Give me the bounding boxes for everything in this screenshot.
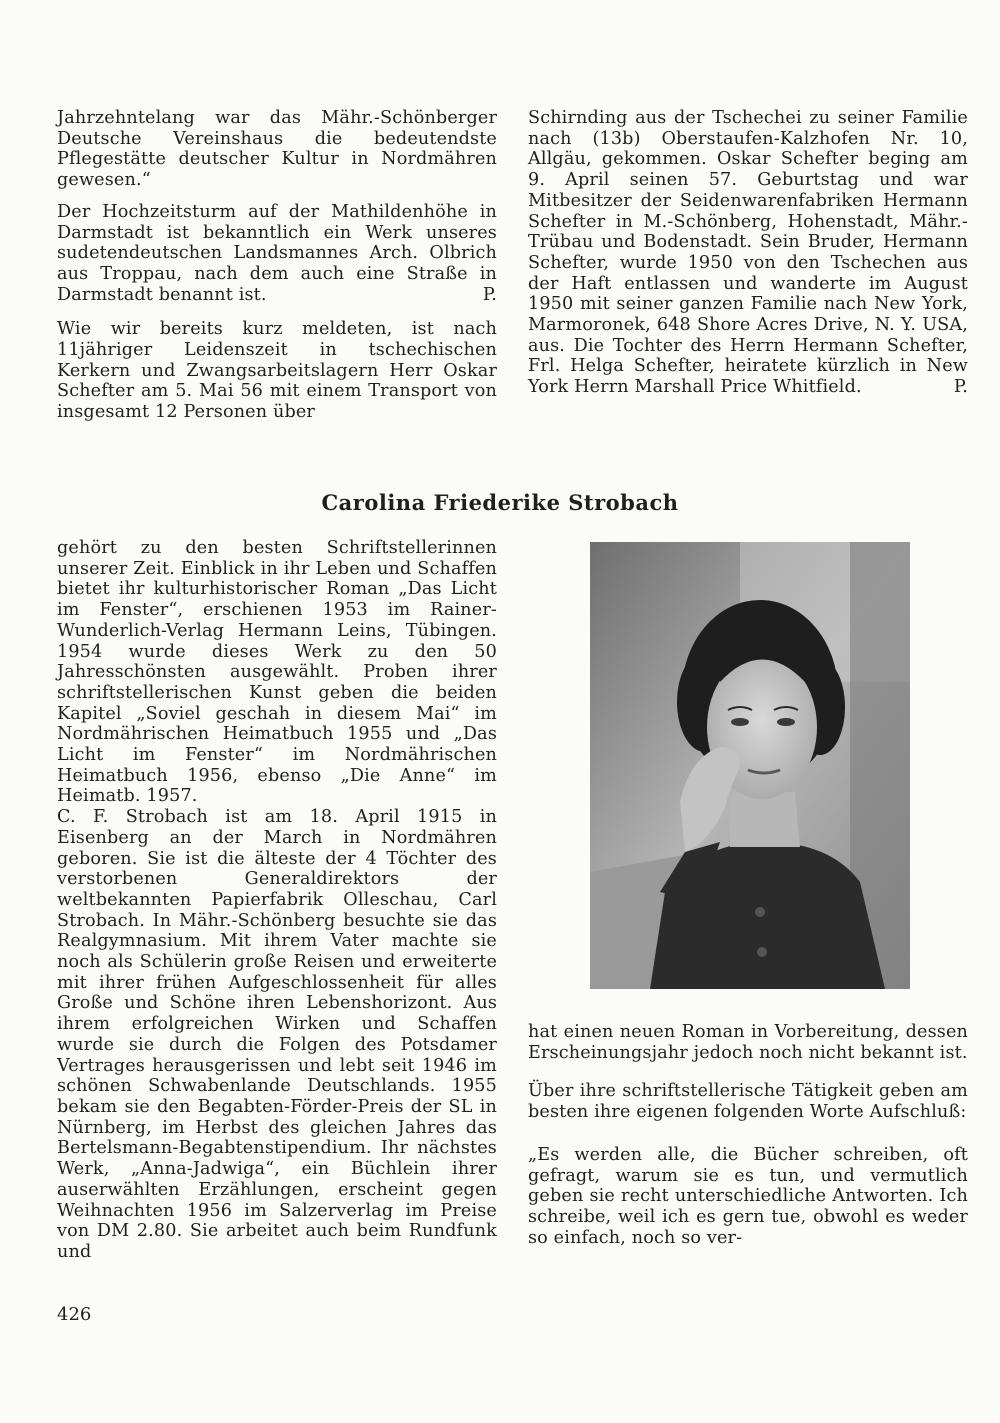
paragraph bbox=[528, 108, 968, 398]
article-heading: Carolina Friederike Strobach bbox=[321, 490, 679, 515]
paragraph-text: Der Hochzeitsturm auf der Mathildenhöhe in Darmstadt ist bekanntlich ein Werk unseres sudetendeutschen Landsmannes Arch. Olbrich aus Troppau, nach dem auch eine Straße in Darmstadt benannt ist. bbox=[57, 201, 497, 305]
paragraph-text: Schirnding aus der Tschechei zu seiner Familie nach (13b) Oberstaufen-Kalzhofen Nr. 10, Allgäu, gekommen. Oskar Schefter beging am 9. April seinen 57. Geburtstag und war Mitbesitzer der Seidenwarenfabriken Hermann Schefter in M.-Schönberg, Hohenstadt, Mähr.-Trübau und Bodenstadt. Sein Bruder, Hermann Schefter, wurde 1950 von den Tschechen aus der Haft entlassen und wanderte im August 1950 mit seiner ganzen Familie nach New York, Marmoronek, 648 Shore Acres Drive, N. Y. USA, aus. Die Tochter des Herrn Hermann Schefter, Frl. Helga Schefter, heiratete kürzlich in New York Herrn Marshall Price Whitfield. bbox=[528, 108, 968, 398]
portrait-photo-drawing bbox=[590, 542, 910, 989]
top-left-column bbox=[57, 108, 497, 423]
paragraph: Wie wir bereits kurz meldeten, ist nach 11jähriger Leidenszeit in tschechischen Kerkern und Zwangsarbeitslagern Herr Oskar Schefter am 5. Mai 56 mit einem Transport von insgesamt 12 Personen über bbox=[57, 319, 497, 423]
portrait-photo bbox=[590, 542, 910, 989]
paragraph: „Es werden alle, die Bücher schreiben, oft gefragt, warum sie es tun, und vermutlich geben sie recht unterschiedliche Antworten. Ich schreibe, weil ich es gern tue, obwohl es weder so einfach, noch so ver- bbox=[528, 1144, 968, 1248]
main-left-column bbox=[57, 538, 497, 1263]
top-right-column bbox=[528, 108, 968, 398]
paragraph: Jahrzehntelang war das Mähr.-Schönberger Deutsche Vereinshaus die bedeutendste Pflegestätte deutscher Kultur in Nordmähren gewesen.“ bbox=[57, 108, 497, 191]
main-right-column bbox=[528, 1022, 968, 1248]
paragraph: gehört zu den besten Schriftstellerinnen unserer Zeit. Einblick in ihr Leben und Schaffen bietet ihr kulturhistorischer Roman „Das Licht im Fenster“, erschienen 1953 im Rainer-Wunderlich-Verlag Hermann Leins, Tübingen. 1954 wurde dieses Werk zu den 50 Jahresschönsten ausgewählt. Proben ihrer schriftstellerischen Kunst geben die beiden Kapitel „Soviel geschah in diesem Mai“ im Nordmährischen Heimatbuch 1955 und „Das Licht im Fenster“ im Nordmährischen Heimatbuch 1956, ebenso „Die Anne“ im Heimatb. 1957. bbox=[57, 538, 497, 807]
paragraph: C. F. Strobach ist am 18. April 1915 in Eisenberg an der March in Nordmähren geboren. Sie ist die älteste der 4 Töchter des verstorbenen Generaldirektors der weltbekannten Papierfabrik Olleschau, Carl Strobach. In Mähr.-Schönberg besuchte sie das Realgymnasium. Mit ihrem Vater machte sie noch als Schülerin große Reisen und erweiterte mit ihrer frühen Aufgeschlossenheit für alles Große und Schöne ihren Lebenshorizont. Aus ihrem erfolgreichen Wirken und Schaffen wurde sie durch die Folgen des Potsdamer Vertrages herausgerissen und lebt seit 1946 im schönen Schwabenlande Deutschlands. 1955 bekam sie den Begabten-Förder-Preis der SL in Nürnberg, im Herbst des gleichen Jahres das Bertelsmann-Begabtenstipendium. Ihr nächstes Werk, „Anna-Jadwiga“, ein Büchlein ihrer auserwählten Erzählungen, erscheint gegen Weihnachten 1956 im Salzerverlag im Preise von DM 2.80. Sie arbeitet auch beim Rundfunk und bbox=[57, 807, 497, 1262]
author-initial: P. bbox=[482, 284, 497, 305]
paragraph: Über ihre schriftstellerische Tätigkeit geben am besten ihre eigenen folgenden Worte Aufschluß: bbox=[528, 1081, 968, 1123]
paragraph: hat einen neuen Roman in Vorbereitung, dessen Erscheinungsjahr jedoch noch nicht bekannt ist. bbox=[528, 1022, 968, 1063]
paragraph bbox=[57, 202, 497, 306]
author-initial: P. bbox=[953, 377, 968, 398]
page-number: 426 bbox=[57, 1304, 92, 1325]
